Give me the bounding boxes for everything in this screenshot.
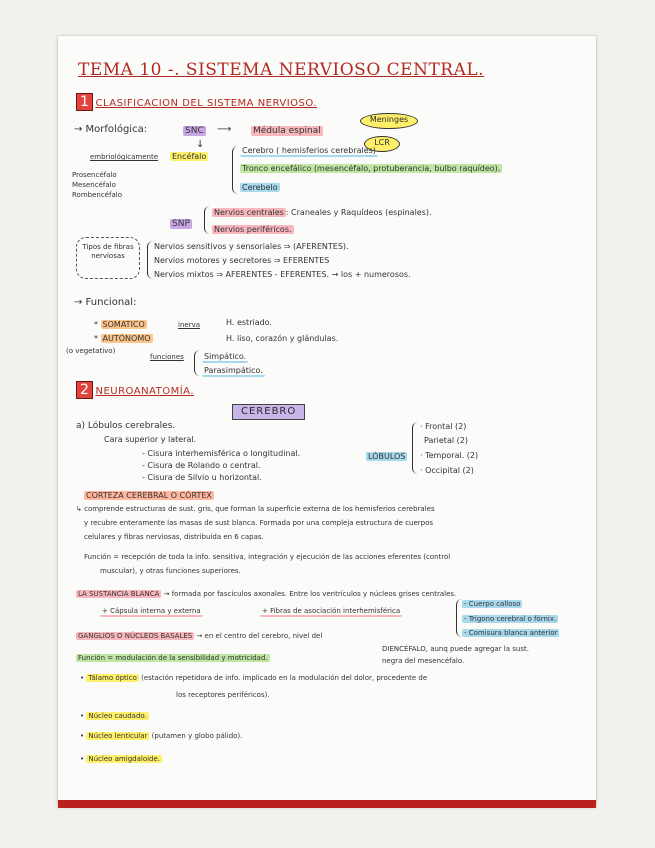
lobulo-parietal: Parietal (2) bbox=[424, 436, 468, 445]
section-2-heading bbox=[76, 381, 194, 399]
autonomo-text: AUTÓNOMO bbox=[102, 334, 151, 343]
funcion-ganglios bbox=[76, 653, 270, 663]
cerebro-text: Cerebro ( hemisferios cerebrales) bbox=[242, 146, 376, 155]
cisura-3: - Cisura de Silvio u horizontal. bbox=[142, 473, 262, 482]
autonomo-item: * AUTÓNOMO bbox=[94, 334, 151, 343]
ganglios-desc: → en el centro del cerebro, nivel del bbox=[196, 632, 323, 640]
trigono bbox=[462, 614, 558, 624]
amigdaloide-text: Núcleo amigdaloide. bbox=[88, 755, 161, 763]
funciones-brace bbox=[194, 350, 201, 376]
down-arrow-icon: ↓ bbox=[196, 139, 205, 150]
parasimpatico-item bbox=[202, 366, 265, 376]
talamo-text: Tálamo óptico bbox=[88, 674, 137, 682]
ganglios-item bbox=[76, 631, 322, 641]
cerebro-item bbox=[240, 146, 378, 156]
section-2-title: NEUROANATOMÍA. bbox=[95, 386, 195, 397]
lenticular-text: Núcleo lenticular bbox=[88, 732, 148, 740]
lobulos-brace bbox=[412, 422, 419, 474]
medula-text: Médula espinal bbox=[253, 126, 321, 136]
snp-text: SNP bbox=[172, 219, 190, 229]
rombencefalo-label: Rombencéfalo bbox=[72, 191, 122, 199]
h-estriado-item: H. estriado. bbox=[226, 318, 272, 327]
corteza-line-3: celulares y fibras nerviosas, distribuida en 6 capas. bbox=[84, 533, 264, 541]
cerebelo-text: Cerebelo bbox=[242, 183, 278, 192]
encefalo-text: Encéfalo bbox=[172, 152, 207, 161]
simpatico-text: Simpático. bbox=[204, 352, 247, 361]
sust-blanca-title: LA SUSTANCIA BLANCA bbox=[78, 590, 160, 598]
caudado-text: Núcleo caudado. bbox=[88, 712, 147, 720]
tronco-text: Tronco encefálico (mesencéfalo, protuberancia, bulbo raquídeo). bbox=[242, 164, 501, 173]
mesencefalo-label: Mesencéfalo bbox=[72, 181, 116, 189]
inerva-label: inerva bbox=[178, 321, 200, 329]
page-title: TEMA 10 -. SISTEMA NERVIOSO CENTRAL. bbox=[78, 60, 485, 80]
lobulos-text: LÓBULOS bbox=[368, 452, 406, 461]
snp-label bbox=[170, 219, 192, 229]
lenticular-desc: (putamen y globo pálido). bbox=[151, 732, 243, 740]
cisura-2: - Cisura de Rolando o central. bbox=[142, 461, 261, 470]
morfologica-label: → Morfológica: bbox=[74, 124, 148, 135]
sust-blanca-item bbox=[76, 589, 456, 599]
talamo-desc: (estación repetidora de info. implicado en la modulación del dolor, procedente de bbox=[141, 674, 428, 682]
trigono-text: - Trígono cerebral o fórnix. bbox=[464, 615, 557, 623]
lobulo-temporal: · Temporal. (2) bbox=[420, 451, 479, 460]
snc-text: SNC bbox=[185, 126, 204, 136]
capsula-text: + Cápsula interna y externa bbox=[102, 607, 201, 615]
sust-blanca-desc: → formada por fascículos axonales. Entre los ventrículos y núcleos grises centrales. bbox=[163, 590, 457, 598]
caudado-item: • Núcleo caudado. bbox=[80, 712, 147, 720]
snc-label bbox=[183, 126, 206, 136]
motores-item: Nervios motores y secretores ⇒ EFERENTES bbox=[154, 256, 330, 265]
simpatico-item bbox=[202, 352, 248, 362]
sensitivos-item: Nervios sensitivos y sensoriales ⇒ (AFERENTES). bbox=[154, 242, 349, 251]
cuerpo-calloso bbox=[462, 599, 522, 609]
page-bottom-edge bbox=[58, 800, 596, 808]
lobulo-frontal: · Frontal (2) bbox=[420, 422, 467, 431]
comisura bbox=[462, 628, 559, 638]
section-1-title: CLASIFICACION DEL SISTEMA NERVIOSO. bbox=[95, 98, 318, 109]
lcr-oval: LCR bbox=[364, 136, 400, 152]
arrow-icon: ⟶ bbox=[217, 124, 232, 135]
lenticular-item: • Núcleo lenticular (putamen y globo pálido). bbox=[80, 732, 243, 740]
craneales-text: : Craneales y Raquídeos (espinales). bbox=[285, 208, 432, 217]
tipos-brace bbox=[147, 241, 154, 279]
amigdaloide-item: • Núcleo amigdaloide. bbox=[80, 755, 161, 763]
fibras-text: + Fibras de asociación interhemisférica bbox=[262, 607, 401, 615]
section-1-heading bbox=[76, 93, 317, 111]
funcion-ganglios-text: Función = modulación de la sensibilidad y motricidad. bbox=[78, 654, 268, 662]
funcion-corteza-1: Función = recepción de toda la info. sensitiva, integración y ejecución de las acciones eferentes (control bbox=[84, 553, 451, 561]
fibras-item bbox=[260, 606, 402, 616]
lobulo-occipital: · Occipital (2) bbox=[420, 466, 474, 475]
nervios-perifericos-text: Nervios periféricos. bbox=[214, 225, 292, 234]
cuerpo-calloso-text: - Cuerpo calloso bbox=[464, 600, 521, 608]
encefalo-brace bbox=[232, 146, 239, 194]
cerebelo-item bbox=[240, 183, 280, 193]
encefalo-label bbox=[170, 152, 208, 162]
section-1-number: 1 bbox=[76, 93, 93, 111]
embriologia-label: embriológicamente bbox=[90, 153, 159, 161]
corteza-title-text: CORTEZA CEREBRAL O CÓRTEX bbox=[86, 491, 212, 500]
negra-line: negra del mesencéfalo. bbox=[382, 657, 465, 665]
cerebro-box: CEREBRO bbox=[232, 404, 305, 420]
h-liso-item: H. liso, corazón y glándulas. bbox=[226, 334, 339, 343]
cisura-1: - Cisura interhemisférica o longitudinal. bbox=[142, 449, 301, 458]
nervios-perifericos-item bbox=[212, 225, 294, 235]
corteza-line-2: y recubre enteramente las masas de sust blanca. Formada por una compleja estructura de cuerpos bbox=[84, 519, 434, 527]
capsula-item bbox=[100, 606, 203, 616]
medula-label bbox=[251, 126, 323, 136]
comisura-text: - Comisura blanca anterior bbox=[464, 629, 558, 637]
lobulos-label bbox=[366, 452, 407, 462]
corteza-title bbox=[84, 491, 214, 501]
talamo-desc-2: los receptores periféricos). bbox=[176, 691, 270, 699]
nervios-centrales-item bbox=[212, 208, 432, 218]
ganglios-title: GANGLIOS O NÚCLEOS BASALES bbox=[78, 632, 193, 640]
mixtos-item: Nervios mixtos ⇒ AFERENTES - EFERENTES. → los + numerosos. bbox=[154, 270, 411, 279]
tipos-label: Tipos de fibras nerviosas bbox=[82, 243, 134, 260]
tronco-item bbox=[240, 164, 502, 174]
parasimpatico-text: Parasimpático. bbox=[204, 366, 263, 375]
talamo-item: • Tálamo óptico (estación repetidora de info. implicado en la modulación del dolor, procedente de bbox=[80, 674, 428, 682]
funcional-label: → Funcional: bbox=[74, 297, 137, 308]
somatico-text: SOMATICO bbox=[102, 320, 145, 329]
cara-label: Cara superior y lateral. bbox=[104, 435, 197, 444]
snp-brace bbox=[204, 206, 211, 234]
funcion-corteza-2: muscular), y otras funciones superiores. bbox=[100, 567, 241, 575]
somatico-item: * SOMATICO bbox=[94, 320, 145, 329]
nervios-centrales-text: Nervios centrales bbox=[214, 208, 284, 217]
corteza-line-1: ↳ comprende estructuras de sust. gris, que forman la superficie externa de los hemisferios cerebrales bbox=[76, 505, 435, 513]
funciones-label: funciones bbox=[150, 353, 184, 361]
meninges-oval: Meninges bbox=[360, 113, 418, 129]
section-2-number: 2 bbox=[76, 381, 93, 399]
prosencefalo-label: Prosencéfalo bbox=[72, 171, 117, 179]
lobulos-title: a) Lóbulos cerebrales. bbox=[76, 421, 176, 431]
vegetativo-label: (o vegetativo) bbox=[66, 347, 116, 355]
diencefalo-line: DIENCÉFALO, aunq puede agregar la sust. bbox=[382, 645, 529, 653]
